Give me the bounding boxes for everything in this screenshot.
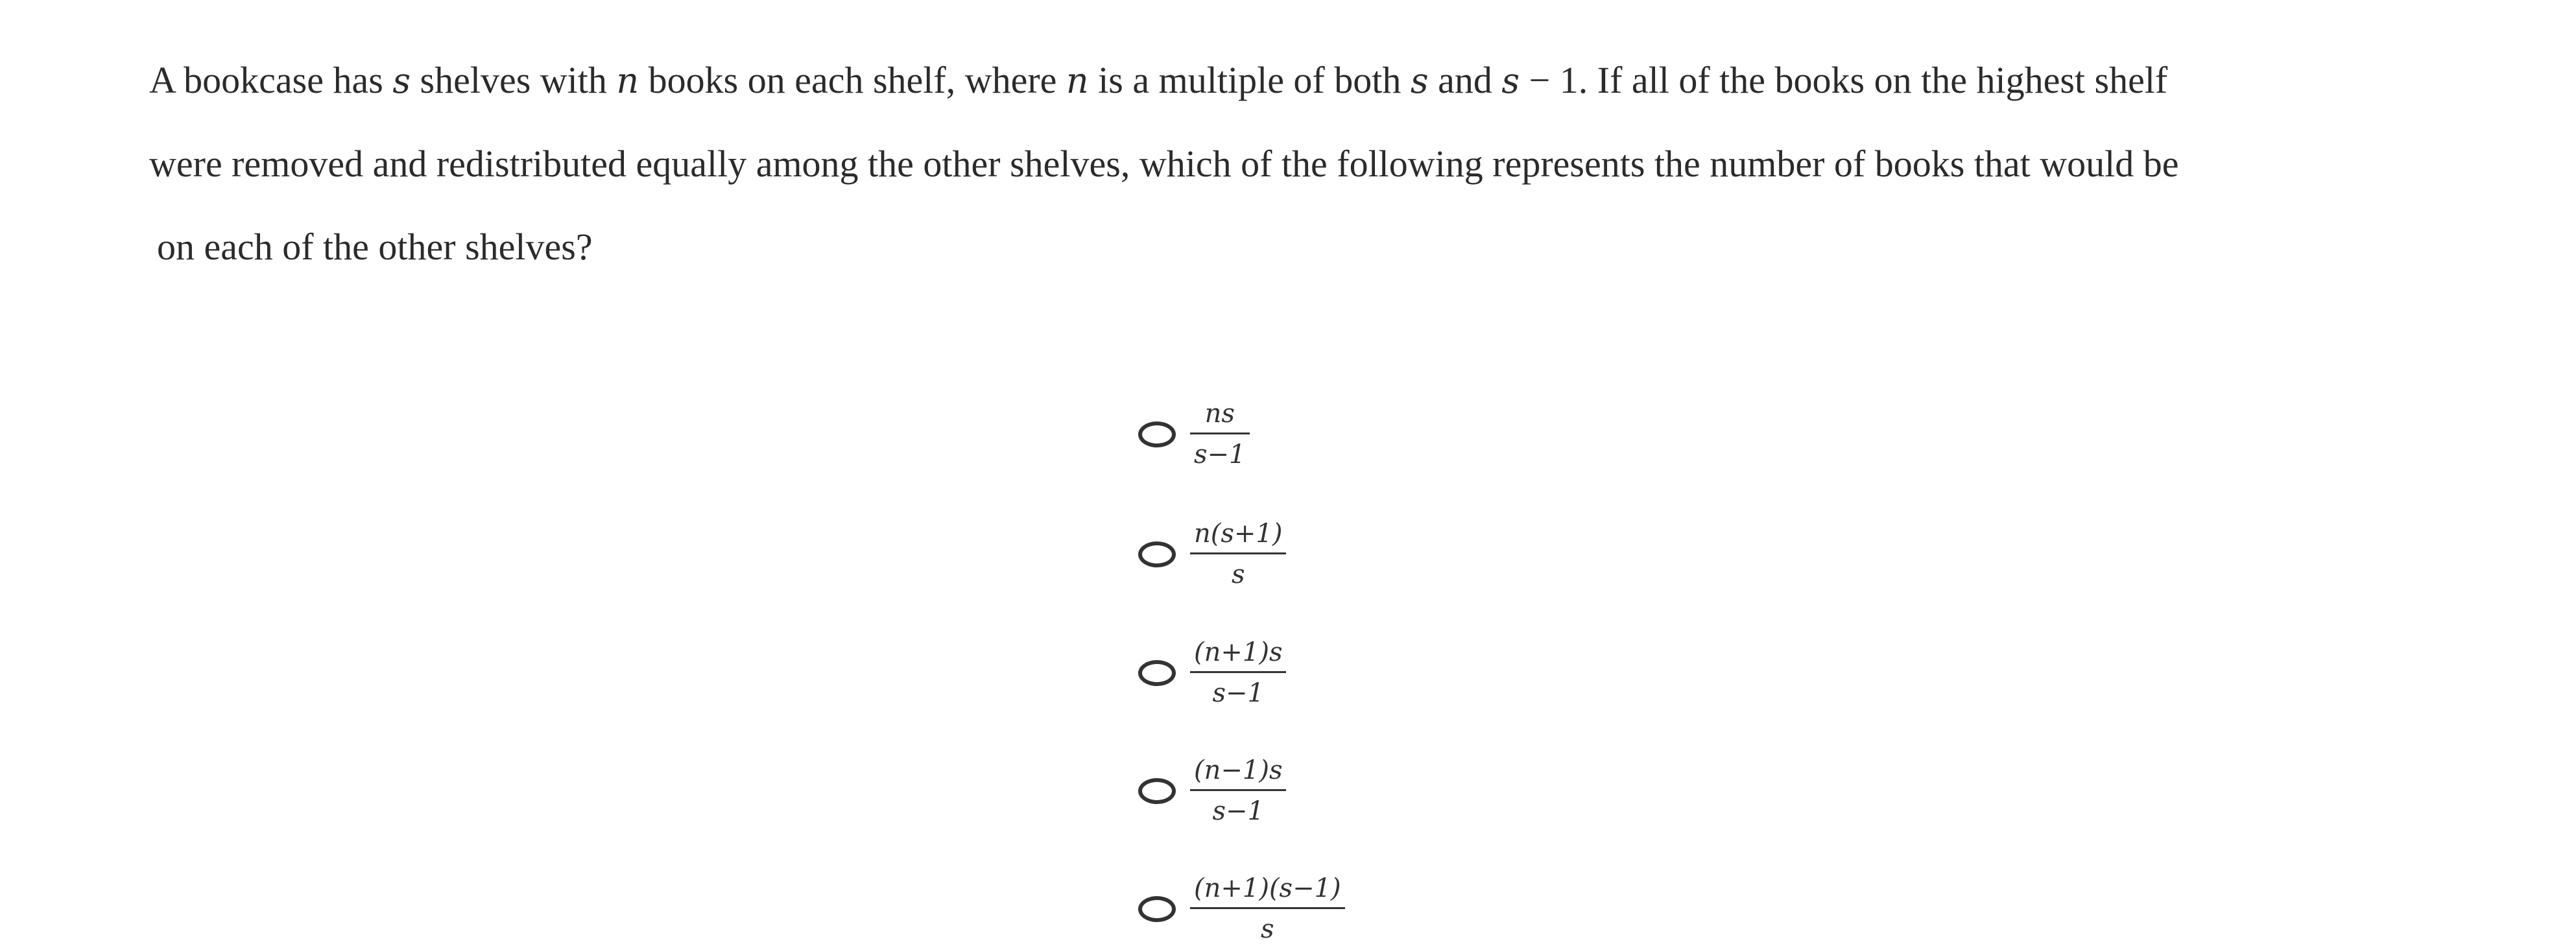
radio-button[interactable] — [1138, 778, 1176, 804]
answer-choice-e[interactable] — [1138, 873, 1345, 944]
question-text-segment: and — [1428, 59, 1502, 101]
variable-s: s — [392, 60, 411, 101]
question-text-segment: is a multiple of both — [1088, 59, 1411, 101]
fraction — [1190, 399, 1250, 469]
question-text-segment: − 1. If all of the books on the highest shelf — [1520, 59, 2168, 101]
question-line-3: on each of the other shelves? — [157, 226, 593, 268]
fraction — [1190, 519, 1286, 589]
answer-choice-b[interactable] — [1138, 519, 1286, 589]
question-line-1 — [149, 39, 2432, 123]
question-text-segment: shelves with — [411, 59, 617, 101]
fraction-denominator: s−1 — [1212, 796, 1264, 826]
radio-button[interactable] — [1138, 421, 1176, 447]
fraction-numerator: n(s+1) — [1194, 519, 1283, 549]
fraction-numerator: (n+1)(s−1) — [1194, 873, 1341, 903]
question-text — [149, 39, 2432, 289]
fraction-denominator: s−1 — [1212, 678, 1264, 708]
radio-button[interactable] — [1138, 660, 1176, 686]
variable-s: s — [1501, 60, 1520, 101]
radio-button[interactable] — [1138, 541, 1176, 567]
variable-s: s — [1410, 60, 1429, 101]
fraction-numerator: (n−1)s — [1194, 755, 1283, 785]
variable-n: n — [616, 60, 639, 101]
answer-choice-a[interactable] — [1138, 399, 1250, 469]
question-line-2: were removed and redistributed equally among the other shelves, which of the following represents the number of books that would be — [149, 143, 2179, 185]
variable-n: n — [1066, 60, 1089, 101]
fraction-denominator: s — [1261, 914, 1274, 944]
fraction — [1190, 637, 1286, 708]
answer-choice-c[interactable] — [1138, 637, 1286, 708]
fraction-numerator: (n+1)s — [1194, 637, 1283, 667]
answer-choice-d[interactable] — [1138, 755, 1286, 826]
radio-button[interactable] — [1138, 896, 1176, 922]
fraction-numerator: ns — [1204, 399, 1235, 429]
question-text-segment: A bookcase has — [149, 59, 393, 101]
fraction — [1190, 873, 1345, 944]
fraction-denominator: s — [1231, 560, 1245, 589]
question-text-segment: books on each shelf, where — [639, 59, 1066, 101]
fraction-denominator: s−1 — [1194, 440, 1246, 469]
fraction — [1190, 755, 1286, 826]
